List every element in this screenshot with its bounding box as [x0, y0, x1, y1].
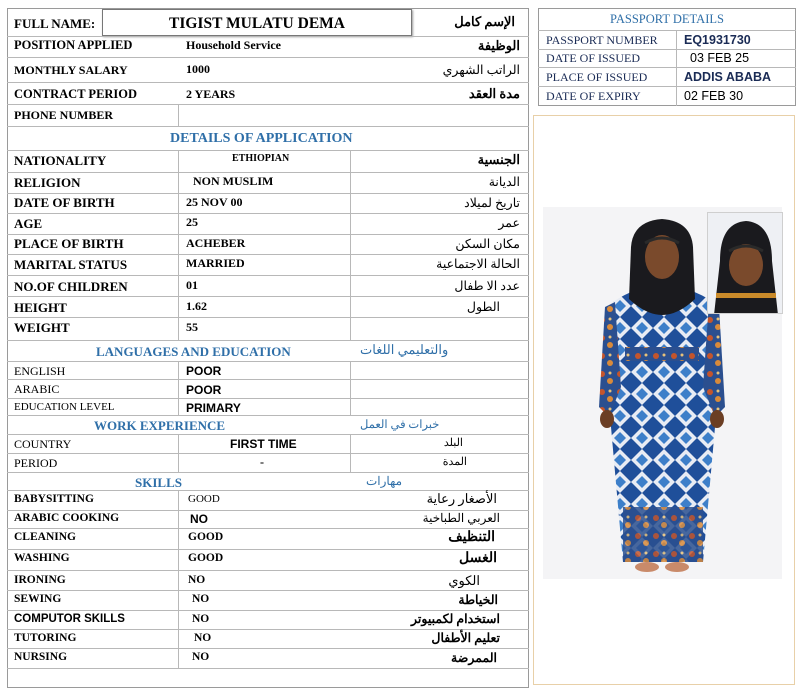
- full-name-value: TIGIST MULATU DEMA: [169, 15, 345, 32]
- passport-number-label: PASSPORT NUMBER: [546, 33, 658, 47]
- passport-number-value: EQ1931730: [684, 33, 751, 47]
- skill-sewing-label: SEWING: [14, 593, 62, 605]
- skill-babysitting-label: BABYSITTING: [14, 493, 94, 505]
- skill-sewing-value: NO: [192, 593, 210, 605]
- dob-value: 25 NOV 00: [186, 195, 243, 209]
- skill-computer-value: NO: [192, 613, 210, 625]
- height-arabic: الطول: [466, 300, 500, 314]
- skill-cleaning-arabic: التنظيف: [448, 530, 495, 545]
- position-value: Household Service: [186, 38, 281, 52]
- languages-title-arabic: والتعليمي اللغات: [360, 342, 449, 357]
- children-label: NO.OF CHILDREN: [14, 279, 128, 294]
- position-arabic: الوظيفة: [477, 38, 520, 53]
- pob-value: ACHEBER: [186, 236, 246, 250]
- skill-washing-value: GOOD: [188, 552, 224, 564]
- skill-nursing-arabic: الممرضة: [451, 651, 497, 665]
- headshot-figure: [708, 213, 783, 314]
- education-value: PRIMARY: [186, 401, 241, 415]
- height-label: HEIGHT: [14, 300, 67, 315]
- expiry-date-value: 02 FEB 30: [684, 89, 744, 103]
- arabic-value: POOR: [186, 383, 222, 397]
- religion-arabic: الديانة: [488, 175, 520, 189]
- issue-place-value: ADDIS ABABA: [684, 70, 772, 84]
- marital-value: MARRIED: [186, 256, 245, 270]
- full-name-arabic: الإسم كامل: [454, 14, 515, 29]
- skill-washing-arabic: الغسل: [458, 551, 497, 566]
- skill-cleaning-value: GOOD: [188, 531, 224, 543]
- children-value: 01: [186, 278, 198, 292]
- issue-date-value: 03 FEB 25: [690, 51, 750, 65]
- passport-title: PASSPORT DETAILS: [610, 12, 724, 26]
- period-label: PERIOD: [14, 456, 58, 470]
- skill-washing-label: WASHING: [14, 552, 70, 564]
- details-title: DETAILS OF APPLICATION: [170, 131, 353, 146]
- issue-place-label: PLACE OF ISSUED: [546, 70, 648, 84]
- age-arabic: عمر: [498, 216, 520, 230]
- skill-computer-arabic: استخدام لكمبيوتر: [410, 612, 500, 626]
- work-title-arabic: خبرات في العمل: [360, 419, 440, 431]
- age-label: AGE: [14, 216, 43, 231]
- marital-label: MARITAL STATUS: [14, 257, 128, 272]
- skill-cleaning-label: CLEANING: [14, 531, 76, 543]
- religion-value: NON MUSLIM: [193, 174, 274, 188]
- country-label: COUNTRY: [14, 437, 72, 451]
- english-value: POOR: [186, 364, 222, 378]
- country-arabic: البلد: [443, 437, 463, 449]
- arabic-label: ARABIC: [14, 382, 60, 396]
- skills-title: SKILLS: [135, 475, 182, 490]
- country-value: FIRST TIME: [230, 437, 297, 451]
- skill-ironing-arabic: الكوي: [448, 573, 480, 588]
- skill-computer-label: COMPUTOR SKILLS: [14, 613, 125, 625]
- skill-tutoring-arabic: تعليم الأطفال: [431, 631, 500, 645]
- skill-tutoring-value: NO: [194, 632, 212, 644]
- skill-ironing-label: IRONING: [14, 574, 66, 586]
- nationality-value: ETHIOPIAN: [232, 153, 290, 164]
- position-label: POSITION APPLIED: [14, 38, 133, 52]
- pob-arabic: مكان السكن: [455, 237, 520, 251]
- weight-value: 55: [186, 320, 198, 334]
- contract-arabic: مدة العقد: [468, 86, 520, 101]
- age-value: 25: [186, 215, 198, 229]
- skill-nursing-label: NURSING: [14, 651, 68, 663]
- contract-value: 2 YEARS: [186, 87, 236, 101]
- period-value: -: [260, 455, 264, 469]
- salary-value: 1000: [186, 62, 210, 76]
- languages-title: LANGUAGES AND EDUCATION: [96, 344, 291, 359]
- salary-arabic: الراتب الشهري: [442, 63, 520, 77]
- period-arabic: المدة: [442, 456, 467, 468]
- skill-babysitting-arabic: الأصغار رعاية: [426, 491, 497, 506]
- issue-date-label: DATE OF ISSUED: [546, 51, 641, 65]
- skill-tutoring-label: TUTORING: [14, 632, 77, 644]
- pob-label: PLACE OF BIRTH: [14, 236, 124, 251]
- phone-label: PHONE NUMBER: [14, 108, 113, 122]
- skill-nursing-value: NO: [192, 651, 210, 663]
- skill-cooking-arabic: العربي الطباخية: [422, 511, 500, 525]
- dob-label: DATE OF BIRTH: [14, 195, 115, 210]
- height-value: 1.62: [186, 299, 207, 313]
- full-name-label: FULL NAME:: [14, 16, 96, 31]
- marital-arabic: الحالة الاجتماعية: [436, 257, 520, 271]
- english-label: ENGLISH: [14, 364, 66, 378]
- nationality-arabic: الجنسية: [477, 152, 520, 167]
- children-arabic: عدد الا طفال: [454, 279, 520, 293]
- skill-ironing-value: NO: [188, 574, 206, 586]
- contract-label: CONTRACT PERIOD: [14, 87, 138, 101]
- religion-label: RELIGION: [14, 175, 81, 190]
- headshot-photo: [707, 212, 783, 314]
- skill-cooking-label: ARABIC COOKING: [14, 512, 120, 524]
- education-label: EDUCATION LEVEL: [14, 401, 115, 413]
- weight-label: WEIGHT: [14, 320, 70, 335]
- skill-sewing-arabic: الخياطة: [458, 593, 498, 607]
- skills-title-arabic: مهارات: [366, 474, 403, 488]
- skill-babysitting-value: GOOD: [188, 493, 220, 505]
- expiry-date-label: DATE OF EXPIRY: [546, 89, 641, 103]
- work-title: WORK EXPERIENCE: [94, 418, 226, 433]
- nationality-label: NATIONALITY: [14, 153, 107, 168]
- dob-arabic: تاريخ لميلاد: [464, 196, 520, 210]
- skill-cooking-value: NO: [190, 512, 208, 526]
- salary-label: MONTHLY SALARY: [14, 63, 128, 77]
